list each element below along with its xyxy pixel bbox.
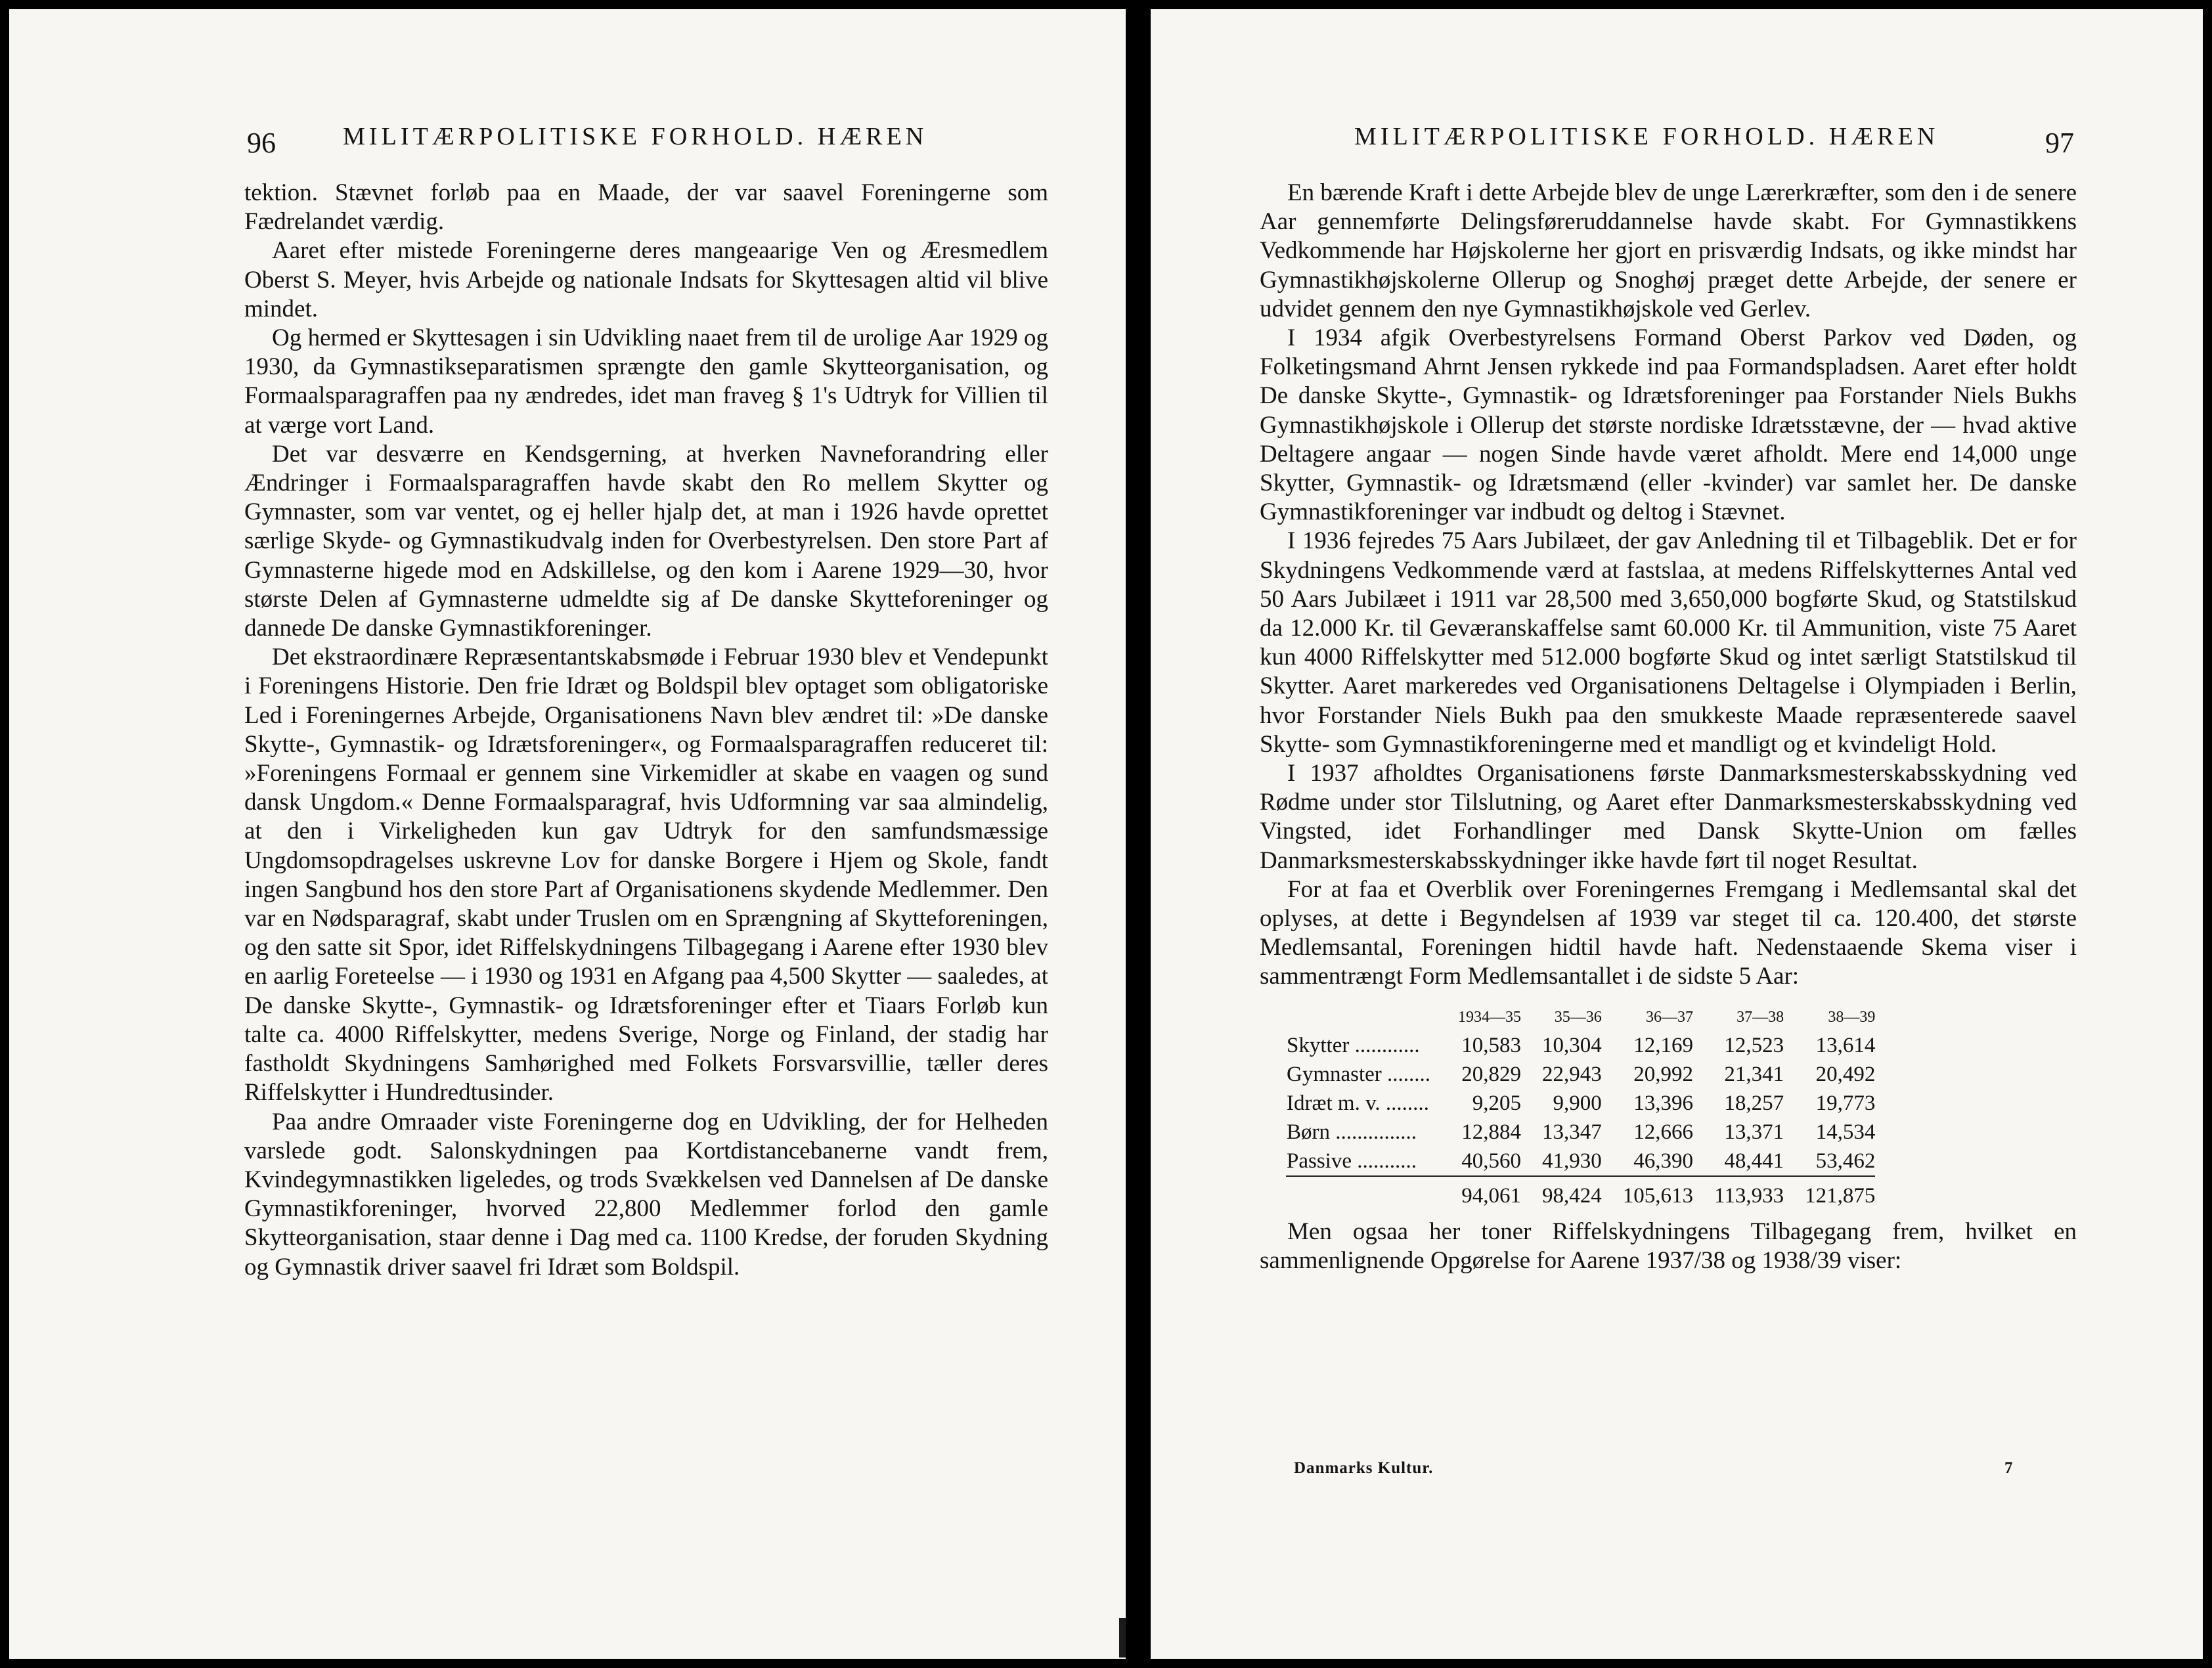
paragraph: En bærende Kraft i dette Arbejde blev de unge Lærerkræfter, som den i de senere Aar gennemførte Delingsføreruddannelse havde skabt. For Gymnastikkens Vedkommende har Højskolerne her gjort en prisværdig Indsats, og ikke mindst har Gymnastikhøjskolerne Ollerup og Snoghøj præget dette Arbejde, der senere er udvidet gennem den nye Gymnastikhøjskole ved Gerlev. <box>1260 179 2077 322</box>
paragraph: Det ekstraordinære Repræsentantskabsmøde i Februar 1930 blev et Vendepunkt i Foreningens Historie. Den frie Idræt og Boldspil blev optaget som obligatoriske Led i Foreningernes Arbejde, Organisationens Navn blev ændret til: »De danske Skytte-, Gymnastik- og Idrætsforeninger«, og Formaalsparagraffen reduceret til: »Foreningens Formaal er gennem sine Virkemidler at skabe en vaagen og sund dansk Ungdom.« Denne Formaalsparagraf, hvis Udformning var saa almindelig, at den i Virkeligheden kun gav Udtryk for den samfundsmæssige Ungdomsopdragelses uskrevne Lov for danske Borgere i Hjem og Skole, fandt ingen Sangbund hos den store Part af Organisationens skydende Medlemmer. Den var en Nødsparagraf, skabt under Truslen om en Sprængning af Skytteforeningen, og den satte sit Spor, idet Riffelskydningens Tilbagegang i Aarene efter 1930 blev en aarlig Foreteelse — i 1930 og 1931 en Afgang paa 4,500 Skytter — saaledes, at De danske Skytte-, Gymnastik- og Idrætsforeninger efter et Tiaars Forløb kun talte ca. 4000 Riffelskytter, medens Sverige, Norge og Finland, der stadig har fastholdt Skydningens Samhørighed med Folkets Forsvarsvillie, tæller deres Riffelskytter i Hundredtusinder. <box>244 644 1048 1107</box>
table-cell: 22,943 <box>1542 1062 1602 1086</box>
table-cell: 13,371 <box>1724 1120 1784 1144</box>
table-row <box>1286 1089 1875 1118</box>
total-label-empty <box>1286 1176 1437 1210</box>
row-label: Skytter ............ <box>1287 1033 1420 1057</box>
total-cell: 105,613 <box>1602 1176 1693 1210</box>
table-row <box>1286 1147 1875 1176</box>
paragraph: Men ogsaa her toner Riffelskydningens Tilbagegang frem, hvilket en sammenlignende Opgørelse for Aarene 1937/38 og 1938/39 viser: <box>1260 1218 2077 1274</box>
left-page <box>9 9 1126 1659</box>
row-label: Passive ........... <box>1287 1149 1417 1173</box>
table-header-row <box>1286 1003 1875 1031</box>
paragraph: tektion. Stævnet forløb paa en Maade, der var saavel Foreningerne som Fædrelandet værdig. <box>244 179 1048 236</box>
left-page-number: 96 <box>247 127 276 159</box>
table-cell: 10,583 <box>1461 1033 1522 1057</box>
table-cell: 53,462 <box>1815 1149 1876 1173</box>
left-page-body <box>244 179 1048 1282</box>
table-cell: 18,257 <box>1724 1091 1784 1115</box>
paragraph: I 1934 afgik Overbestyrelsens Formand Oberst Parkov ved Døden, og Folketingsmand Ahrnt Jensen rykkede ind paa Formandspladsen. Aaret efter holdt De danske Skytte-, Gymnastik- og Idrætsforeninger paa Forstander Niels Bukhs Gymnastikhøjskole i Ollerup det største nordiske Idrætsstævne, der — hvad aktive Deltagere angaar — nogen Sinde havde været afholdt. Mere end 14,000 unge Skytter, Gymnastik- og Idrætsmænd (eller -kvinder) var samlet her. De danske Gymnastikforeninger var indbudt og deltog i Stævnet. <box>1260 324 2077 526</box>
total-cell: 113,933 <box>1693 1176 1784 1210</box>
row-label: Gymnaster ........ <box>1287 1062 1431 1086</box>
row-label: Børn ............... <box>1287 1120 1417 1144</box>
table-cell: 13,347 <box>1542 1120 1602 1144</box>
total-cell: 94,061 <box>1437 1176 1521 1210</box>
table-corner <box>1286 1003 1437 1031</box>
total-cell: 98,424 <box>1521 1176 1602 1210</box>
table-cell: 20,492 <box>1815 1062 1876 1086</box>
table-cell: 12,523 <box>1724 1033 1784 1057</box>
total-cell: 121,875 <box>1784 1176 1875 1210</box>
table-cell: 12,169 <box>1633 1033 1694 1057</box>
table-cell: 46,390 <box>1633 1149 1694 1173</box>
right-page-number: 97 <box>2045 127 2074 159</box>
paragraph: Det var desværre en Kendsgerning, at hverken Navneforandring eller Ændringer i Formaalsparagraffen havde skabt den Ro mellem Skytter og Gymnaster, som var ventet, og ej heller hjalp det, at man i 1926 havde oprettet særlige Skyde- og Gymnastikudvalg inden for Overbestyrelsen. Den store Part af Gymnasterne higede mod en Adskillelse, og den kom i Aarene 1929—30, hvor største Delen af Gymnasterne udmeldte sig af De danske Skytteforeninger og dannede De danske Gymnastikforeninger. <box>244 440 1048 642</box>
table-cell: 13,614 <box>1815 1033 1876 1057</box>
paragraph: Paa andre Omraader viste Foreningerne dog en Udvikling, der for Helheden varslede godt. Salonskydningen paa Kortdistancebanerne vandt frem, Kvindegymnastikken ligeledes, og trods Svækkelsen ved Dannelsen af De danske Gymnastikforeninger, hvorved 22,800 Medlemmer forlod den gamle Skytteorganisation, staar denne i Dag med ca. 1100 Kredse, der foruden Skydning og Gymnastik driver saavel fri Idræt som Boldspil. <box>244 1108 1048 1281</box>
table-cell: 20,829 <box>1461 1062 1522 1086</box>
table-column-header: 38—39 <box>1828 1008 1876 1026</box>
table-column-header: 37—38 <box>1736 1008 1784 1026</box>
paragraph: I 1937 afholdtes Organisationens første Danmarksmesterskabsskydning ved Rødme under stor Tilslutning, og Aaret efter Danmarksmesterskabsskydning ved Vingsted, idet Forhandlinger med Dansk Skytte-Union om fælles Danmarksmesterskabsskydninger ikke havde ført til noget Resultat. <box>1260 760 2077 874</box>
table-row <box>1286 1118 1875 1147</box>
table-column-header: 1934—35 <box>1458 1008 1522 1026</box>
table-row <box>1286 1031 1875 1060</box>
table-cell: 12,666 <box>1633 1120 1694 1144</box>
table-cell: 9,900 <box>1553 1091 1602 1115</box>
paragraph: I 1936 fejredes 75 Aars Jubilæet, der gav Anledning til et Tilbageblik. Det er for Skydningens Vedkommende værd at fastslaa, at medens Riffelskytternes Antal ved 50 Aars Jubilæet i 1911 var 28,500 med 3,650,000 bogførte Skud, og Statstilskud da 12.000 Kr. til Geværanskaffelse samt 60.000 Kr. til Ammunition, viste 75 Aaret kun 4000 Riffelskytter med 512.000 bogførte Skud og intet særligt Statstilskud til Skytter. Aaret markeredes ved Organisationens Deltagelse i Olympiaden i Berlin, hvor Forstander Niels Bukh paa den smukkeste Maade repræsenterede saavel Skytte- som Gymnastikforeningerne med et mandligt og et kvindeligt Hold. <box>1260 527 2077 758</box>
right-running-header: MILITÆRPOLITISKE FORHOLD. HÆREN <box>1354 123 1939 150</box>
membership-table <box>1286 1003 1875 1210</box>
paragraph: Og hermed er Skyttesagen i sin Udvikling naaet frem til de urolige Aar 1929 og 1930, da Gymnastikseparatismen sprængte den gamle Skytteorganisation, og Formaalsparagraffen paa ny ændredes, idet man fraveg § 1's Udtryk for Villien til at værge vort Land. <box>244 324 1048 439</box>
table-column-header: 35—36 <box>1554 1008 1602 1026</box>
binding-shadow <box>1119 1618 1126 1657</box>
table-column-header: 36—37 <box>1646 1008 1694 1026</box>
table-cell: 21,341 <box>1724 1062 1784 1086</box>
book-gutter <box>1126 0 1151 1668</box>
row-label: Idræt m. v. ........ <box>1287 1091 1429 1115</box>
right-page <box>1151 9 2203 1659</box>
paragraph: Aaret efter mistede Foreningerne deres mangeaarige Ven og Æresmedlem Oberst S. Meyer, hvis Arbejde og nationale Indsats for Skyttesagen altid vil blive mindet. <box>244 237 1048 322</box>
footer-sheet-number: 7 <box>2004 1459 2014 1477</box>
right-page-body <box>1260 179 2077 1275</box>
table-cell: 10,304 <box>1542 1033 1602 1057</box>
table-cell: 48,441 <box>1724 1149 1784 1173</box>
table-cell: 40,560 <box>1461 1149 1522 1173</box>
left-running-header: MILITÆRPOLITISKE FORHOLD. HÆREN <box>343 123 928 150</box>
table-cell: 9,205 <box>1472 1091 1522 1115</box>
table-cell: 14,534 <box>1815 1120 1876 1144</box>
table-cell: 13,396 <box>1633 1091 1694 1115</box>
table-cell: 20,992 <box>1633 1062 1694 1086</box>
footer-signature: Danmarks Kultur. <box>1294 1459 1434 1477</box>
table-cell: 12,884 <box>1461 1120 1522 1144</box>
paragraph: For at faa et Overblik over Foreningernes Fremgang i Medlemsantal skal det oplyses, at dette i Begyndelsen af 1939 var steget til ca. 120.400, det største Medlemsantal, Foreningen hidtil havde haft. Nedenstaaende Skema viser i sammentrængt Form Medlemsantallet i de sidste 5 Aar: <box>1260 875 2077 990</box>
table-cell: 41,930 <box>1542 1149 1602 1173</box>
table-row <box>1286 1060 1875 1089</box>
table-cell: 19,773 <box>1815 1091 1876 1115</box>
table-total-row <box>1286 1176 1875 1210</box>
